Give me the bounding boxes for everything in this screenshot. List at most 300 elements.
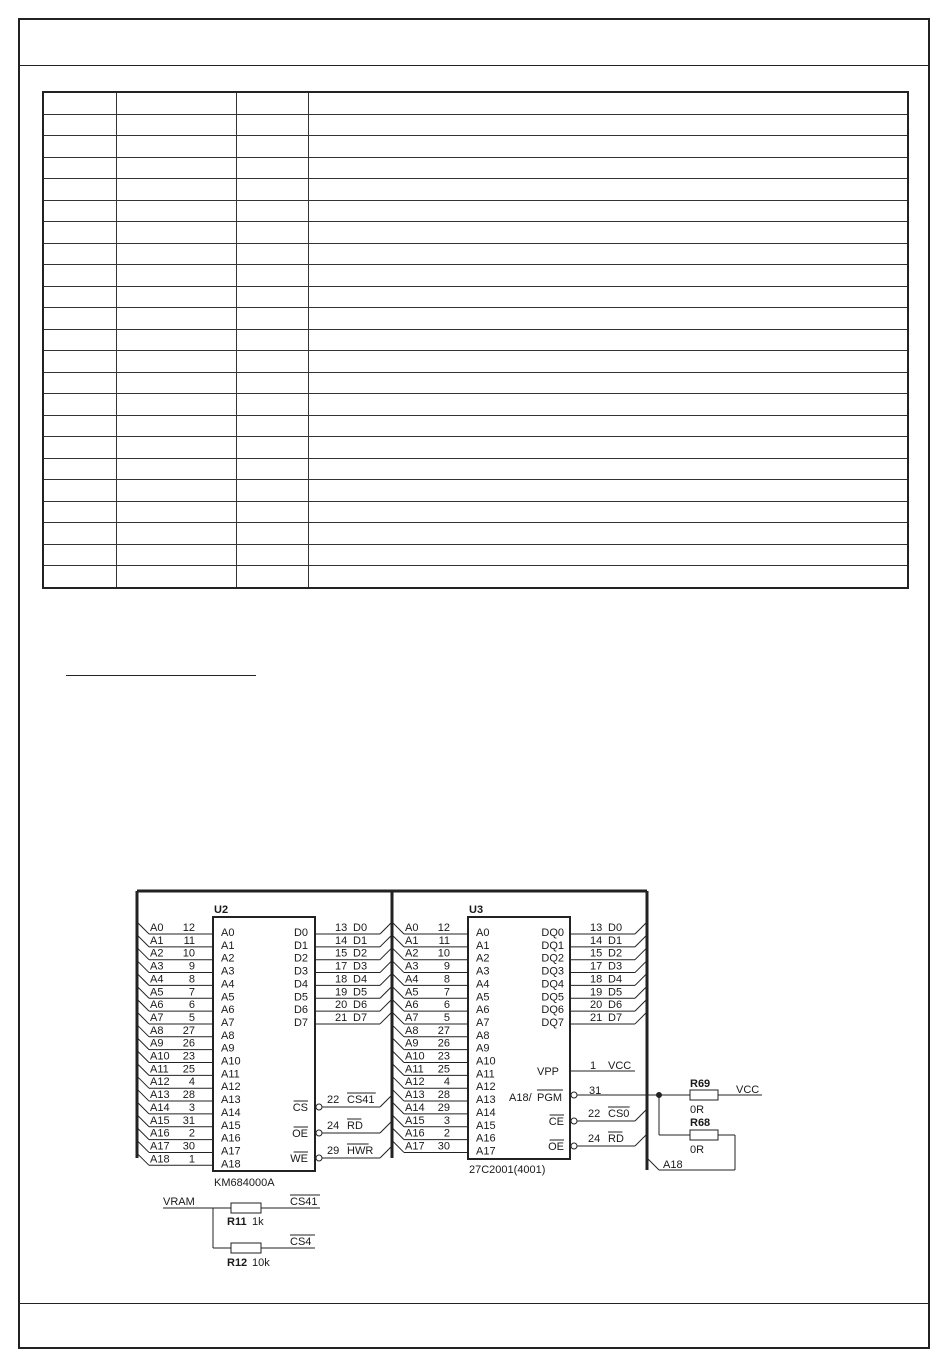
u2-ctrl-inversion-bubble [316,1130,322,1136]
u3-bus-entry [392,1063,404,1075]
table-cell [43,372,116,394]
table-cell [308,394,908,416]
u2-addr-pin-number: 30 [182,1140,195,1153]
table-cell [116,480,236,502]
u2-addr-pin-number: 25 [182,1063,195,1076]
header-divider [18,65,930,66]
u2-data-pin-number: 15 [335,947,348,960]
u3-addr-pin-name: A5 [476,991,490,1004]
cs4-net: CS4 [290,1236,312,1248]
u2-addr-net-label: A4 [150,973,164,986]
u3-data-pin-name: DQ1 [541,939,564,952]
table-cell [116,458,236,480]
table-row [43,523,908,545]
u3-addr-pin-number: 7 [443,986,450,999]
u3-addr-pin-name: A2 [476,952,490,965]
u2-bus-entry [137,1153,149,1165]
table-cell [308,566,908,588]
table-row [43,308,908,330]
u2-bus-entry [137,961,149,973]
u2-addr-pin-number: 9 [188,960,195,973]
u2-addr-pin-name: A15 [221,1119,241,1132]
table-cell [236,458,308,480]
u3-addr-pin-name: A1 [476,939,490,952]
u3-data-bus-entry [635,986,647,998]
table-cell [116,437,236,459]
u3-ctrl-pin-number: 22 [588,1108,601,1120]
u3-ctrl-bus-entry [635,1134,647,1146]
u3-addr-pin-number: 6 [443,999,450,1012]
r69-resistor [690,1090,718,1100]
footer-divider [18,1303,930,1304]
u2-addr-pin-number: 5 [188,1011,195,1024]
u3-bus-entry [392,1025,404,1037]
u2-data-bus-entry [380,961,392,973]
u2-addr-net-label: A14 [150,1101,170,1114]
u2-addr-pin-name: A6 [221,1004,235,1017]
u2-addr-pin-number: 4 [188,1076,195,1089]
u2-bus-entry [137,1076,149,1088]
u2-addr-net-label: A6 [150,999,164,1012]
u3-addr-net-label: A2 [405,947,419,960]
u3-addr-pin-name: A14 [476,1106,496,1119]
u2-addr-net-label: A12 [150,1076,170,1089]
u2-addr-pin-number: 3 [188,1101,195,1114]
u3-addr-net-label: A14 [405,1101,425,1114]
table-cell [43,544,116,566]
u2-data-pin-number: 14 [335,934,348,947]
u3-addr-net-label: A16 [405,1127,425,1140]
table-cell [116,544,236,566]
u2-bus-entry [137,922,149,934]
u2-addr-net-label: A15 [150,1114,170,1127]
u3-addr-pin-name: A4 [476,978,490,991]
u2-addr-pin-number: 10 [182,947,195,960]
r12-ref: R12 [227,1257,248,1269]
table-cell [43,566,116,588]
u3-addr-pin-name: A11 [476,1068,495,1081]
table-cell [236,566,308,588]
table-cell [236,415,308,437]
u2-data-pin-name: D4 [293,978,308,991]
u2-addr-net-label: A13 [150,1089,170,1102]
table-cell [308,265,908,287]
table-cell [116,286,236,308]
u2-addr-net-label: A11 [150,1063,169,1076]
u2-addr-pin-name: A4 [221,978,235,991]
table-cell [116,394,236,416]
table-cell [43,394,116,416]
table-cell [308,415,908,437]
r11-value: 1k [252,1216,264,1228]
cs41-net: CS41 [290,1196,318,1208]
u2-addr-pin-number: 1 [188,1153,195,1166]
vram-net: VRAM [163,1196,195,1208]
u3-addr-pin-name: A6 [476,1004,490,1017]
u2-addr-pin-number: 7 [188,986,195,999]
u3-data-pin-number: 17 [590,960,603,973]
table-cell [43,329,116,351]
table-cell [236,523,308,545]
u3-bus-entry [392,1140,404,1152]
table-cell [116,222,236,244]
u3-addr-pin-number: 30 [437,1140,450,1153]
u2-data-net-label: D3 [353,960,368,973]
u2-addr-net-label: A7 [150,1011,164,1024]
u3-vpp-pin-number: 1 [590,1060,597,1072]
u2-bus-entry [137,948,149,960]
a18-bus-entry [647,1158,659,1170]
u3-data-bus-entry [635,1012,647,1024]
table-cell [116,114,236,136]
u3-addr-pin-number: 5 [443,1011,450,1024]
u3-addr-pin-number: 2 [443,1127,450,1140]
table-cell [308,523,908,545]
u3-vpp-net: VCC [608,1060,632,1072]
u3-data-pin-name: DQ7 [541,1016,564,1029]
table-cell [308,200,908,222]
table-cell [236,437,308,459]
u3-addr-pin-number: 28 [437,1089,450,1102]
table-cell [236,222,308,244]
u2-data-bus-entry [380,948,392,960]
u2-addr-net-label: A18 [150,1153,170,1166]
u3-data-net-label: D2 [608,947,623,960]
u3-addr-net-label: A10 [405,1050,425,1063]
table-row [43,437,908,459]
u2-data-pin-number: 17 [335,960,348,973]
u2-addr-pin-name: A2 [221,952,235,965]
u3-ctrl-pin-name: CE [548,1116,564,1128]
u3-bus-entry [392,1089,404,1101]
table-cell [308,243,908,265]
u3-addr-net-label: A5 [405,986,419,999]
table-cell [43,265,116,287]
u3-addr-pin-name: A8 [476,1029,490,1042]
u2-addr-net-label: A3 [150,960,164,973]
u2-ref: U2 [214,904,229,916]
u2-ctrl-pin-number: 24 [327,1120,340,1132]
r69-ref: R69 [690,1078,711,1090]
u2-data-bus-entry [380,922,392,934]
table-cell [236,501,308,523]
r68-value: 0R [690,1144,705,1156]
u3-addr-net-label: A11 [405,1063,424,1076]
table-cell [236,243,308,265]
u3-addr-net-label: A17 [405,1140,425,1153]
table-cell [236,394,308,416]
u2-addr-pin-number: 26 [182,1037,195,1050]
u2-addr-pin-name: A7 [221,1016,235,1029]
table-row [43,544,908,566]
table-cell [43,437,116,459]
table-cell [308,308,908,330]
table-cell [43,501,116,523]
u2-addr-pin-name: A10 [221,1055,241,1068]
table-row [43,501,908,523]
u3-ctrl-pin-number: 24 [588,1133,601,1145]
u3-pgm-inversion-bubble [571,1092,577,1098]
table-cell [43,415,116,437]
u3-bus-entry [392,1115,404,1127]
u3-addr-pin-number: 11 [438,934,450,947]
table-cell [308,351,908,373]
u3-bus-entry [392,935,404,947]
u2-data-pin-number: 18 [335,973,348,986]
table-cell [116,92,236,114]
u2-ctrl-net-label: HWR [347,1145,374,1157]
u2-data-bus-entry [380,986,392,998]
table-cell [236,480,308,502]
u3-data-bus-entry [635,973,647,985]
table-cell [43,179,116,201]
r69-vcc-net: VCC [736,1084,760,1096]
table-cell [236,329,308,351]
u3-bus-entry [392,1102,404,1114]
u3-addr-pin-number: 27 [437,1024,450,1037]
table-cell [116,136,236,158]
u3-bus-entry [392,1051,404,1063]
u2-addr-pin-number: 8 [188,973,195,986]
u3-pgm-pin-number: 31 [589,1085,602,1097]
u2-addr-net-label: A17 [150,1140,170,1153]
u3-data-pin-number: 15 [590,947,603,960]
u2-bus-entry [137,1051,149,1063]
table-row [43,222,908,244]
table-cell [308,92,908,114]
table-cell [116,179,236,201]
u2-data-net-label: D5 [353,986,368,999]
table-cell [236,157,308,179]
u3-addr-pin-name: A12 [476,1081,496,1094]
table-cell [116,329,236,351]
u2-ctrl-pin-name: OE [292,1128,308,1140]
u2-part-number: KM684000A [214,1177,275,1189]
u2-data-pin-number: 21 [335,1011,348,1024]
u2-addr-net-label: A10 [150,1050,170,1063]
u2-addr-pin-number: 11 [183,934,195,947]
u2-bus-entry [137,1140,149,1152]
table-cell [308,458,908,480]
u2-bus-entry [137,1128,149,1140]
table-cell [116,265,236,287]
r68-ref: R68 [690,1117,711,1129]
u2-addr-pin-name: A9 [221,1042,235,1055]
u2-bus-entry [137,1115,149,1127]
u3-data-pin-number: 19 [590,986,603,999]
u3-data-bus-entry [635,922,647,934]
u2-bus-entry [137,1102,149,1114]
table-row [43,179,908,201]
pin-description-table [42,91,909,589]
u2-addr-pin-number: 31 [182,1114,195,1127]
table-cell [236,544,308,566]
table-row [43,351,908,373]
u2-data-bus-entry [380,935,392,947]
u2-addr-pin-name: A13 [221,1094,241,1107]
u3-data-pin-name: DQ5 [541,991,564,1004]
u2-addr-pin-name: A12 [221,1081,241,1094]
u2-data-pin-name: D1 [293,939,308,952]
table-row [43,286,908,308]
u3-data-bus-entry [635,948,647,960]
table-cell [308,114,908,136]
u3-addr-pin-name: A17 [476,1145,496,1158]
u3-ctrl-inversion-bubble [571,1118,577,1124]
u3-addr-pin-number: 29 [437,1101,450,1114]
u3-bus-entry [392,999,404,1011]
u3-addr-pin-number: 23 [437,1050,450,1063]
u3-data-net-label: D7 [608,1011,623,1024]
u3-data-pin-name: DQ6 [541,1004,564,1017]
table-cell [43,157,116,179]
u2-addr-pin-number: 12 [182,922,195,934]
u3-addr-pin-name: A9 [476,1042,490,1055]
u2-addr-pin-name: A14 [221,1106,241,1119]
u3-addr-net-label: A4 [405,973,419,986]
table-cell [236,114,308,136]
u2-addr-net-label: A16 [150,1127,170,1140]
u3-data-pin-name: DQ0 [541,927,564,939]
u2-data-net-label: D1 [353,934,368,947]
table-cell [236,265,308,287]
u2-addr-pin-name: A0 [221,927,235,939]
u2-bus-entry [137,986,149,998]
u3-ctrl-net-label: CS0 [608,1108,630,1120]
u3-addr-net-label: A0 [405,922,419,934]
u3-data-pin-name: DQ4 [541,978,564,991]
table-cell [43,351,116,373]
u2-addr-net-label: A0 [150,922,164,934]
u2-addr-pin-name: A11 [221,1068,240,1081]
table-cell [43,243,116,265]
u3-addr-pin-name: A10 [476,1055,496,1068]
u2-bus-entry [137,973,149,985]
u3-data-pin-number: 14 [590,934,603,947]
u3-bus-entry [392,1038,404,1050]
u3-bus-entry [392,922,404,934]
u3-bus-entry [392,961,404,973]
u2-data-pin-name: D2 [293,952,308,965]
table-cell [43,114,116,136]
u3-addr-pin-name: A16 [476,1132,496,1145]
u2-addr-net-label: A9 [150,1037,164,1050]
table-cell [43,458,116,480]
u3-data-net-label: D4 [608,973,623,986]
table-cell [43,222,116,244]
u2-addr-pin-name: A5 [221,991,235,1004]
table-row [43,243,908,265]
table-cell [116,415,236,437]
u3-vpp-pin-name: VPP [537,1066,560,1078]
table-row [43,480,908,502]
u3-data-net-label: D5 [608,986,623,999]
u3-addr-net-label: A13 [405,1089,425,1102]
u3-addr-pin-number: 12 [437,922,450,934]
table-cell [116,501,236,523]
u3-data-pin-name: DQ2 [541,952,564,965]
table-row [43,157,908,179]
table-cell [43,136,116,158]
table-cell [116,351,236,373]
u2-addr-net-label: A5 [150,986,164,999]
u2-data-net-label: D4 [353,973,368,986]
table-cell [116,200,236,222]
u3-addr-net-label: A6 [405,999,419,1012]
a18-net-label: A18 [663,1159,683,1171]
u2-ctrl-net-label: CS41 [347,1094,375,1106]
r11-ref: R11 [227,1216,247,1228]
u2-addr-pin-number: 6 [188,999,195,1012]
table-cell [236,179,308,201]
u2-ctrl-inversion-bubble [316,1104,322,1110]
u2-data-net-label: D2 [353,947,368,960]
table-cell [43,200,116,222]
table-cell [308,136,908,158]
table-cell [43,308,116,330]
u2-addr-pin-number: 28 [182,1089,195,1102]
table-cell [236,308,308,330]
u2-ctrl-bus-entry [380,1121,392,1133]
table-cell [308,222,908,244]
u2-data-pin-name: D6 [293,1004,308,1017]
u3-addr-pin-number: 3 [443,1114,450,1127]
u2-ctrl-net-label: RD [347,1120,363,1132]
u3-bus-entry [392,973,404,985]
u2-data-pin-name: D5 [293,991,308,1004]
table-cell [116,243,236,265]
u2-bus-entry [137,1089,149,1101]
u2-data-bus-entry [380,1012,392,1024]
u3-addr-net-label: A15 [405,1114,425,1127]
table-cell [308,286,908,308]
table-row [43,265,908,287]
u3-ctrl-pin-name: OE [548,1141,564,1153]
u2-addr-pin-name: A18 [221,1158,241,1171]
table-cell [236,92,308,114]
u2-ctrl-pin-name: WE [290,1153,308,1165]
u2-addr-pin-name: A17 [221,1145,241,1158]
r68-resistor [690,1130,718,1140]
table-cell [116,157,236,179]
u2-bus-entry [137,1012,149,1024]
u3-pgm-pin-name: PGM [537,1092,563,1104]
u3-data-pin-name: DQ3 [541,965,564,978]
u3-ctrl-net-label: RD [608,1133,624,1145]
table-cell [308,437,908,459]
table-row [43,136,908,158]
table-cell [116,372,236,394]
u3-data-net-label: D1 [608,934,623,947]
r12-value: 10k [252,1257,270,1269]
r12-resistor [231,1243,261,1253]
table-cell [43,286,116,308]
u2-data-net-label: D6 [353,999,368,1012]
u3-data-pin-number: 21 [590,1011,603,1024]
u3-addr-pin-name: A15 [476,1119,496,1132]
table-cell [236,136,308,158]
u3-addr-net-label: A7 [405,1011,419,1024]
u2-addr-pin-name: A3 [221,965,235,978]
u3-addr-net-label: A12 [405,1076,425,1089]
u2-addr-net-label: A8 [150,1024,164,1037]
table-cell [236,351,308,373]
u3-a18-pin-name: A18/ [509,1092,532,1104]
u3-ctrl-bus-entry [635,1109,647,1121]
table-cell [308,501,908,523]
u2-bus-entry [137,1038,149,1050]
u3-data-pin-number: 18 [590,973,603,986]
